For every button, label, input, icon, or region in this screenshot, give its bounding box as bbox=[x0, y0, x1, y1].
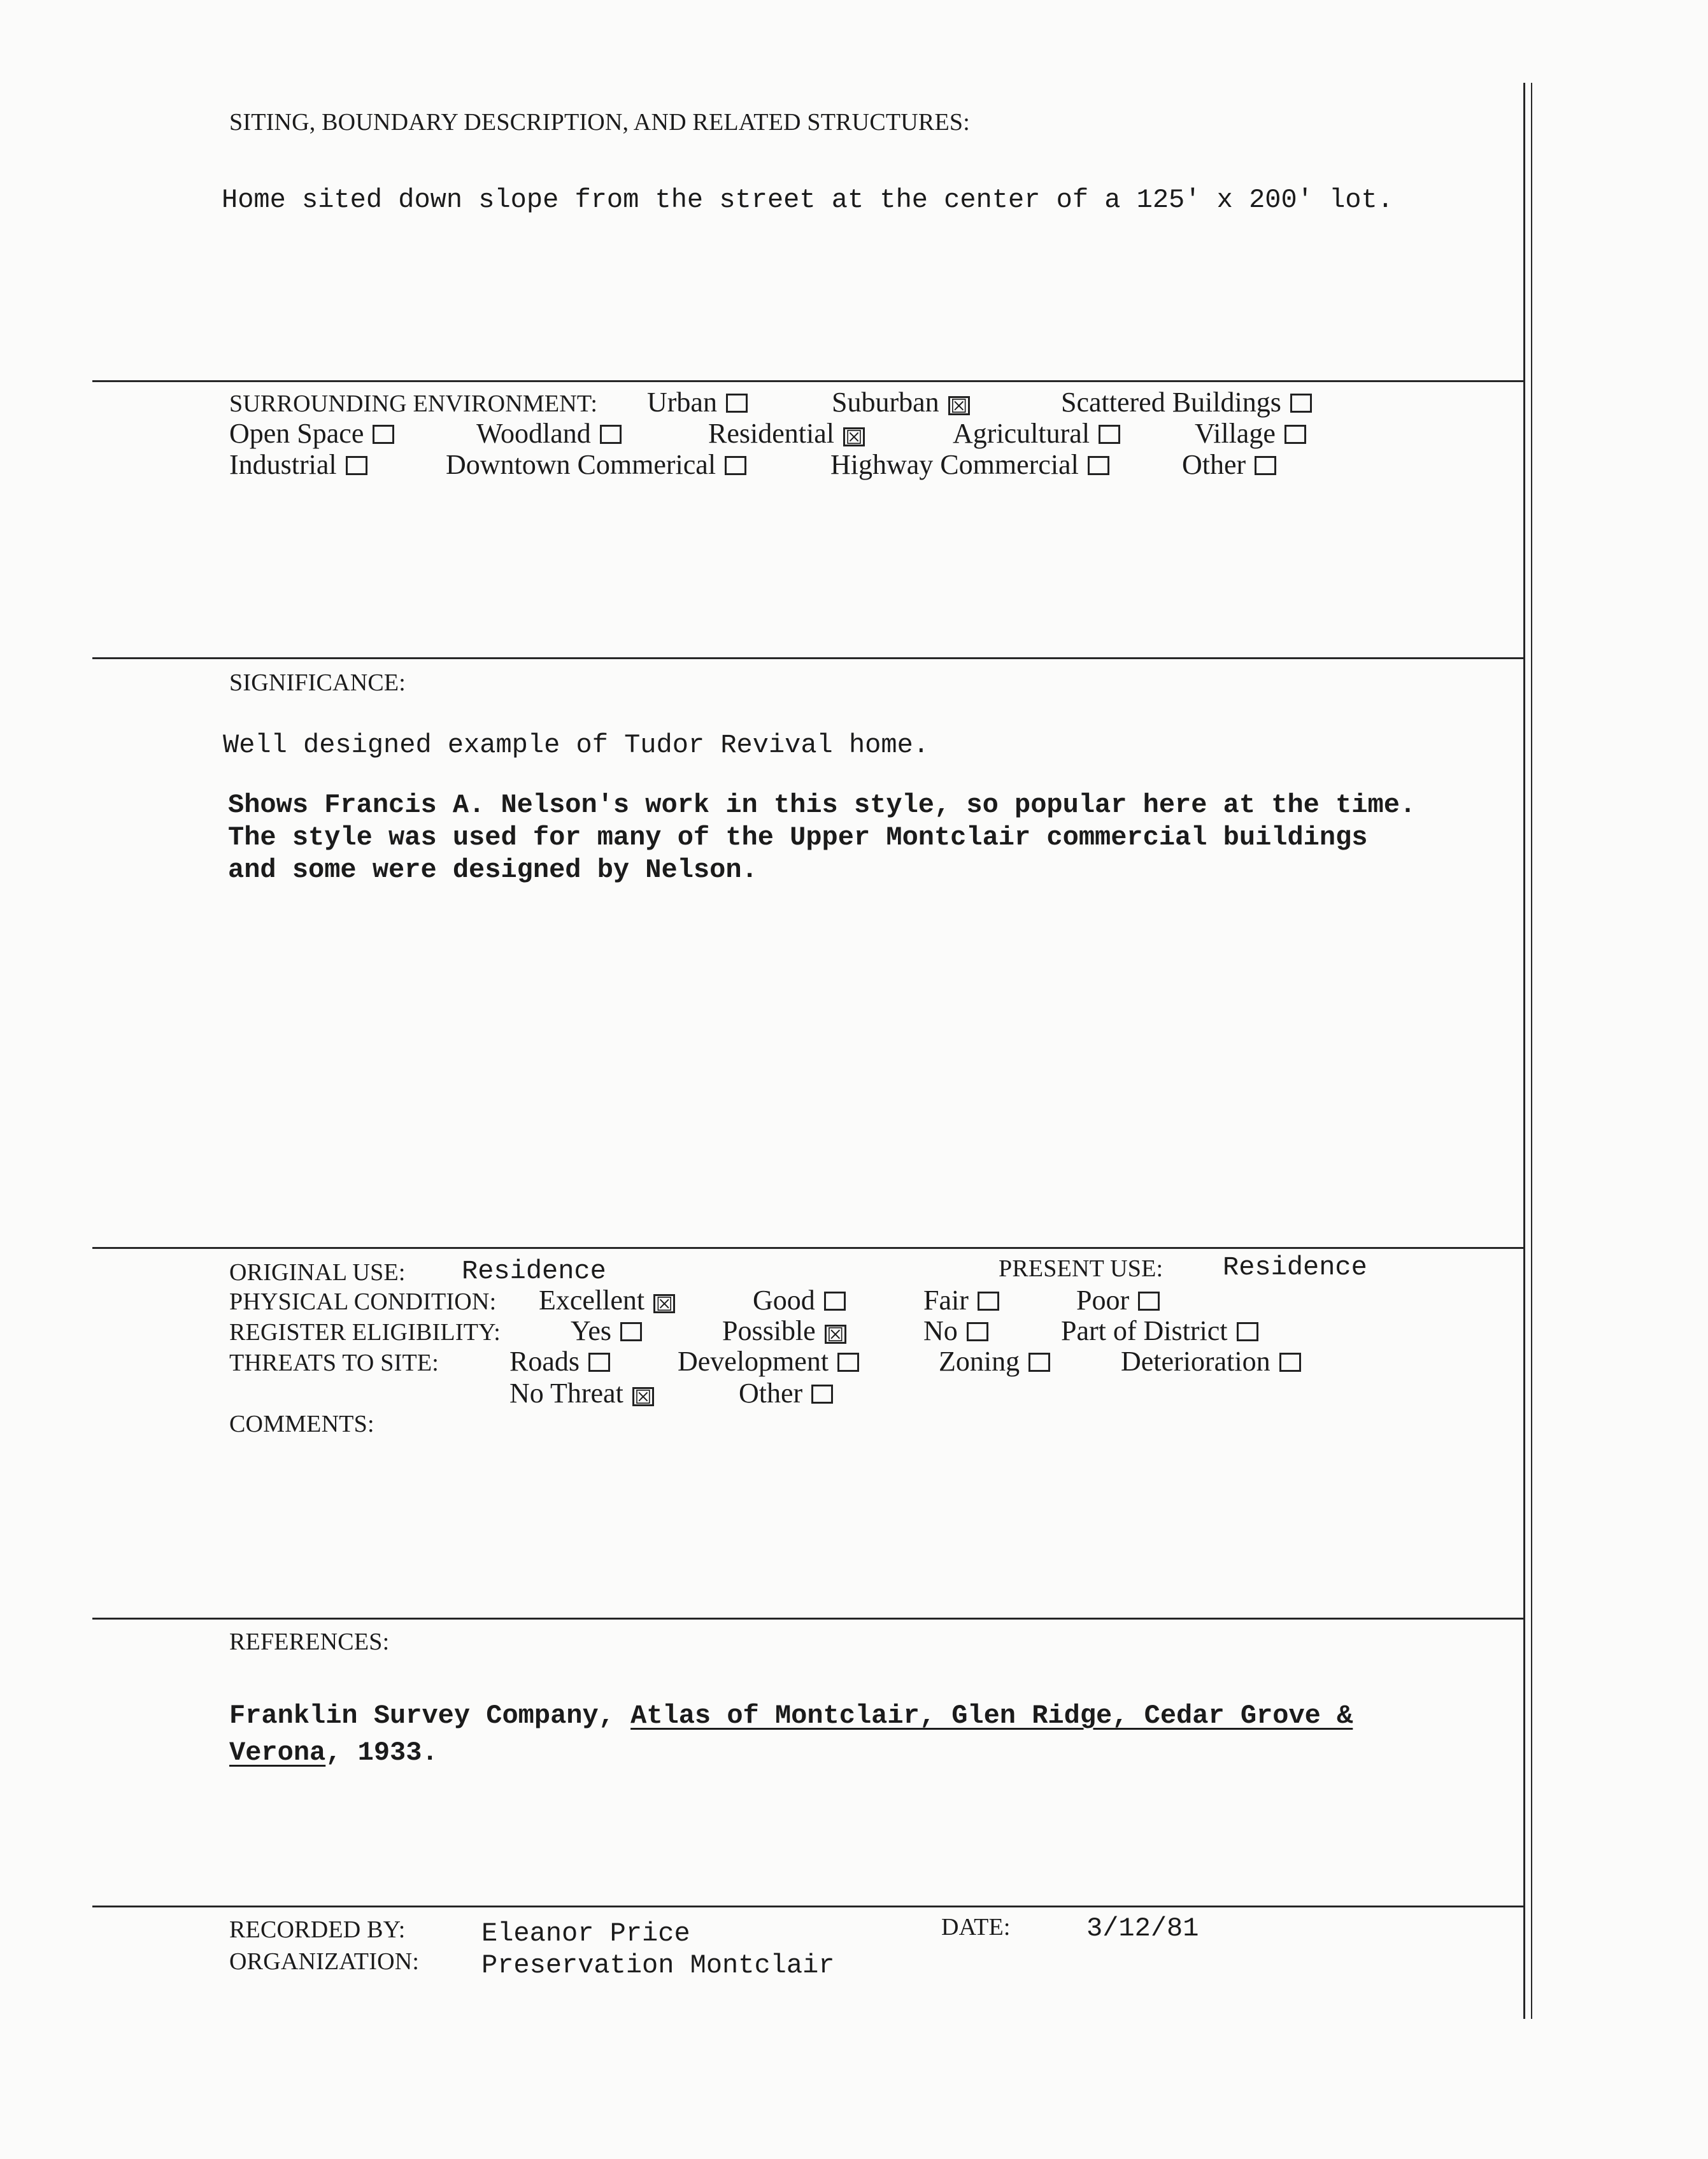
option-other: Other bbox=[1182, 448, 1276, 481]
siting-text: Home sited down slope from the street at the center of a 125' x 200' lot. bbox=[222, 185, 1393, 215]
reference-title: Atlas of Montclair, Glen Ridge, Cedar Grove & bbox=[630, 1700, 1353, 1731]
option-woodland: Woodland bbox=[476, 417, 622, 450]
reference-title: Verona bbox=[229, 1737, 326, 1768]
checkbox[interactable]: ☒ bbox=[825, 1325, 846, 1344]
checkbox[interactable] bbox=[726, 394, 748, 413]
option-urban: Urban bbox=[647, 386, 748, 418]
checkbox[interactable] bbox=[1285, 425, 1306, 444]
option-open-space: Open Space bbox=[229, 417, 394, 450]
checkbox[interactable] bbox=[373, 425, 394, 444]
register-eligibility-label: REGISTER ELIGIBILITY: bbox=[229, 1319, 501, 1346]
significance-paragraph-line: and some were designed by Nelson. bbox=[228, 855, 758, 885]
condition-fair: Fair bbox=[923, 1284, 999, 1316]
checkbox[interactable] bbox=[1237, 1322, 1258, 1341]
reference-line-1: Franklin Survey Company, Atlas of Montclair, Glen Ridge, Cedar Grove & bbox=[229, 1700, 1353, 1731]
checkbox[interactable] bbox=[811, 1385, 833, 1404]
siting-heading: SITING, BOUNDARY DESCRIPTION, AND RELATED STRUCTURES: bbox=[229, 109, 970, 136]
significance-paragraph-line: Shows Francis A. Nelson's work in this style, so popular here at the time. bbox=[228, 790, 1416, 820]
present-use-label: PRESENT USE: bbox=[999, 1255, 1164, 1282]
present-use-value: Residence bbox=[1223, 1252, 1367, 1283]
threat-development: Development bbox=[678, 1345, 859, 1378]
threat-zoning: Zoning bbox=[939, 1345, 1050, 1378]
threat-other: Other bbox=[739, 1377, 833, 1409]
register-part-of-district: Part of District bbox=[1061, 1315, 1258, 1347]
checkbox[interactable] bbox=[1099, 425, 1120, 444]
checkbox[interactable]: ☒ bbox=[653, 1294, 675, 1313]
references-heading: REFERENCES: bbox=[229, 1628, 390, 1655]
checkbox[interactable] bbox=[1290, 394, 1312, 413]
condition-good: Good bbox=[753, 1284, 846, 1316]
section-divider bbox=[92, 657, 1525, 659]
right-border-line-inner bbox=[1531, 83, 1532, 2019]
threat-roads: Roads bbox=[509, 1345, 610, 1378]
option-industrial: Industrial bbox=[229, 448, 367, 481]
environment-heading: SURROUNDING ENVIRONMENT: bbox=[229, 390, 598, 417]
section-divider bbox=[92, 1247, 1525, 1249]
register-possible: Possible ☒ bbox=[722, 1315, 846, 1347]
section-divider bbox=[92, 1618, 1525, 1620]
organization-value: Preservation Montclair bbox=[481, 1950, 835, 1981]
register-yes: Yes bbox=[571, 1315, 642, 1347]
significance-line: Well designed example of Tudor Revival home. bbox=[223, 730, 929, 760]
checkbox[interactable] bbox=[600, 425, 622, 444]
reference-line-2: Verona, 1933. bbox=[229, 1737, 438, 1768]
checkbox[interactable] bbox=[346, 456, 367, 475]
checkbox[interactable] bbox=[1028, 1353, 1050, 1372]
date-value: 3/12/81 bbox=[1086, 1913, 1199, 1944]
checkbox[interactable] bbox=[967, 1322, 988, 1341]
option-downtown-commercial: Downtown Commerical bbox=[446, 448, 746, 481]
checkbox[interactable] bbox=[1088, 456, 1109, 475]
option-agricultural: Agricultural bbox=[953, 417, 1120, 450]
comments-label: COMMENTS: bbox=[229, 1411, 374, 1437]
checkbox[interactable]: ☒ bbox=[948, 396, 970, 415]
significance-heading: SIGNIFICANCE: bbox=[229, 669, 406, 696]
checkbox[interactable] bbox=[620, 1322, 642, 1341]
checkbox[interactable] bbox=[978, 1292, 999, 1311]
option-scattered-buildings: Scattered Buildings bbox=[1061, 386, 1312, 418]
checkbox[interactable] bbox=[1255, 456, 1276, 475]
checkbox[interactable] bbox=[588, 1353, 610, 1372]
threats-label: THREATS TO SITE: bbox=[229, 1350, 439, 1376]
condition-poor: Poor bbox=[1076, 1284, 1160, 1316]
section-divider bbox=[92, 380, 1525, 382]
significance-paragraph-line: The style was used for many of the Upper Montclair commercial buildings bbox=[228, 822, 1368, 853]
register-no: No bbox=[923, 1315, 988, 1347]
option-residential: Residential ☒ bbox=[708, 417, 865, 450]
option-highway-commercial: Highway Commercial bbox=[830, 448, 1109, 481]
date-label: DATE: bbox=[941, 1914, 1011, 1941]
recorded-by-label: RECORDED BY: bbox=[229, 1916, 406, 1943]
threat-no-threat: No Threat ☒ bbox=[509, 1377, 654, 1409]
section-divider bbox=[92, 1906, 1525, 1907]
threat-deterioration: Deterioration bbox=[1121, 1345, 1301, 1378]
checkbox[interactable]: ☒ bbox=[843, 427, 865, 446]
option-suburban: Suburban ☒ bbox=[832, 386, 970, 418]
checkbox[interactable] bbox=[1279, 1353, 1301, 1372]
original-use-value: Residence bbox=[462, 1256, 606, 1286]
physical-condition-label: PHYSICAL CONDITION: bbox=[229, 1288, 497, 1315]
organization-label: ORGANIZATION: bbox=[229, 1948, 420, 1975]
checkbox[interactable] bbox=[837, 1353, 859, 1372]
checkbox[interactable] bbox=[824, 1292, 846, 1311]
checkbox[interactable] bbox=[1138, 1292, 1160, 1311]
condition-excellent: Excellent ☒ bbox=[539, 1284, 675, 1316]
option-village: Village bbox=[1195, 417, 1306, 450]
original-use-label: ORIGINAL USE: bbox=[229, 1259, 406, 1286]
recorded-by-value: Eleanor Price bbox=[481, 1918, 690, 1949]
checkbox[interactable]: ☒ bbox=[632, 1387, 654, 1406]
checkbox[interactable] bbox=[725, 456, 746, 475]
right-border-line bbox=[1523, 83, 1525, 2019]
